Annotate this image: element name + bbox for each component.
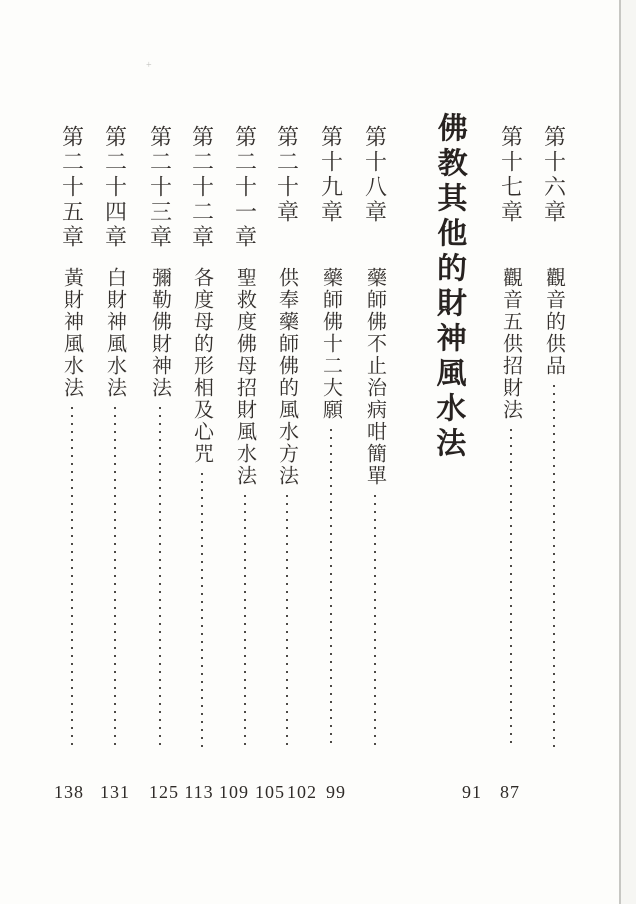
toc-entry-column xyxy=(357,125,393,747)
chapter-title-label: 各度母的形相及心咒 xyxy=(190,267,213,465)
chapter-number-label: 第十六章 xyxy=(541,125,567,225)
scan-speck: + xyxy=(146,60,152,71)
toc-entry-column xyxy=(97,125,133,747)
chapter-number-label: 第十八章 xyxy=(362,125,388,225)
toc-entry-column xyxy=(227,125,263,747)
dotted-leader xyxy=(114,407,116,747)
toc-entry-column xyxy=(269,125,305,747)
page-number: 131 xyxy=(100,782,130,802)
dotted-leader xyxy=(374,495,376,747)
chapter-title-label: 供奉藥師佛的風水方法 xyxy=(275,267,298,487)
chapter-number-label: 第二十五章 xyxy=(59,125,85,250)
dotted-leader xyxy=(510,429,512,747)
dotted-leader xyxy=(201,473,203,747)
dotted-leader xyxy=(553,385,555,747)
chapter-title-label: 黃財神風水法 xyxy=(60,267,83,399)
dotted-leader xyxy=(159,407,161,747)
chapter-number-label: 第二十一章 xyxy=(232,125,258,250)
chapter-number-label: 第二十二章 xyxy=(189,125,215,250)
page-number: 113 xyxy=(184,782,214,802)
chapter-number-label: 第十七章 xyxy=(498,125,524,225)
dotted-leader xyxy=(330,429,332,747)
chapter-title-label: 觀音的供品 xyxy=(542,267,565,377)
chapter-number-label: 第十九章 xyxy=(318,125,344,225)
scan-edge-line xyxy=(619,0,621,904)
page-number: 102 xyxy=(287,782,317,802)
chapter-number-label: 第二十章 xyxy=(274,125,300,225)
page-number: 91 xyxy=(462,782,482,802)
toc-entry-column xyxy=(536,125,572,747)
toc-entry-column xyxy=(313,125,349,747)
chapter-title-label: 藥師佛十二大願 xyxy=(319,267,342,421)
chapter-number-label: 第二十四章 xyxy=(102,125,128,250)
page-number: 109 xyxy=(219,782,249,802)
section-title: 佛教其他的財神風水法 xyxy=(431,111,466,463)
page-number: 87 xyxy=(500,782,520,802)
page-number: 99 xyxy=(326,782,346,802)
toc-entry-column xyxy=(142,125,178,747)
toc-entry-column xyxy=(184,125,220,747)
toc-entry-column xyxy=(54,125,90,747)
toc-entry-column xyxy=(493,125,529,747)
dotted-leader xyxy=(286,495,288,747)
chapter-title-label: 聖救度佛母招財風水法 xyxy=(233,267,256,487)
chapter-title-label: 彌勒佛財神法 xyxy=(148,267,171,399)
page-number: 138 xyxy=(54,782,84,802)
page-number: 125 xyxy=(149,782,179,802)
dotted-leader xyxy=(244,495,246,747)
chapter-title-label: 觀音五供招財法 xyxy=(499,267,522,421)
dotted-leader xyxy=(71,407,73,747)
chapter-title-label: 白財神風水法 xyxy=(103,267,126,399)
chapter-title-label: 藥師佛不止治病咁簡單 xyxy=(363,267,386,487)
scan-right-margin xyxy=(621,0,636,904)
chapter-number-label: 第二十三章 xyxy=(147,125,173,250)
page-number: 105 xyxy=(255,782,285,802)
